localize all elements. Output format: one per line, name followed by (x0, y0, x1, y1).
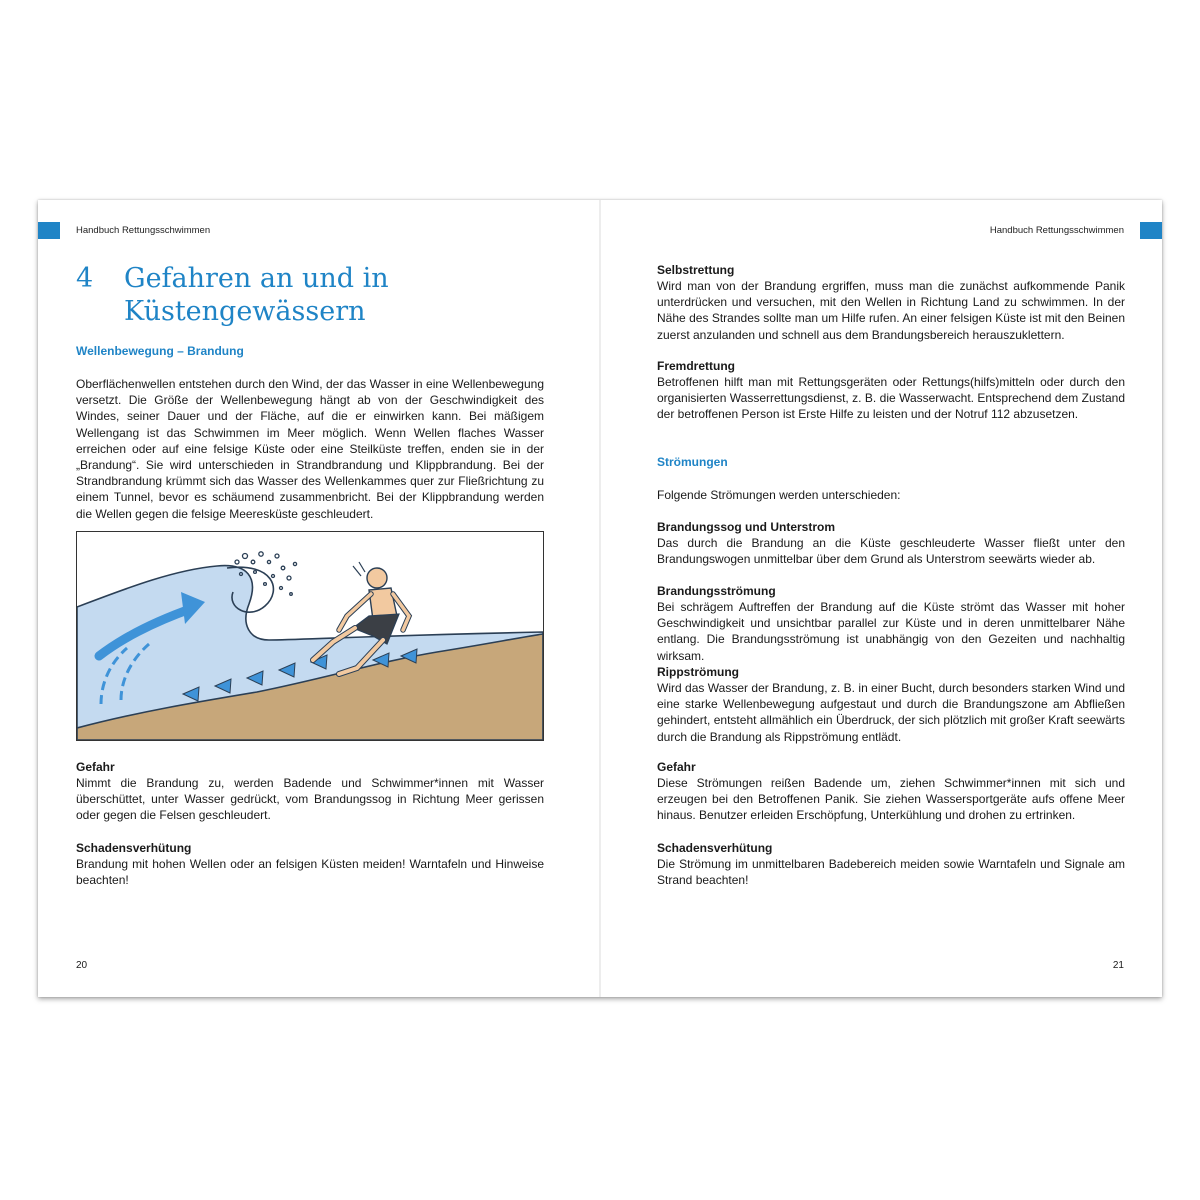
right-page (657, 200, 1125, 997)
running-head-right: Handbuch Rettungsschwimmen (989, 225, 1124, 236)
chapter-tab-left (38, 222, 60, 239)
stroemungen-intro: Folgende Strömungen werden unterschieden: (657, 488, 901, 502)
gefahr-text-right: Diese Strömungen reißen Badende um, ziehen Schwimmer*innen mit sich und erzeugen bei den Betroffenen Panik. Sie ziehen Wassersportgeräte aufs offene Meer hinaus. Benutzer erleiden Erschöpfung, Unterkühlung und drohen zu ertrinken. (657, 776, 1125, 823)
wave-illustration-svg (77, 532, 543, 740)
brandungsstroemung-text: Bei schrägem Auftreffen der Brandung auf die Küste strömt das Wasser mit hoher Geschwindigkeit und unsichtbar parallel zur Küste und in deren unmittelbarer Nähe entlang. Die Brandungsströmung ist unabhängig von den Gezeiten und nachhaltig wirksam. (657, 600, 1125, 663)
schaden-title-right: Schadensverhütung (657, 841, 773, 855)
brandungssog-title: Brandungssog und Unterstrom (657, 520, 836, 534)
chapter-title: Gefahren an und in Küstengewässern (124, 263, 389, 327)
section-title-wellenbewegung: Wellenbewegung – Brandung (76, 344, 244, 358)
selbstrettung-text: Wird man von der Brandung ergriffen, muss man die zunächst aufkommende Panik unterdrücken und versuchen, mit den Wellen in Richtung Land zu schwimmen. In der Nähe des Strandes sollte man um Hilfe rufen. An einer felsigen Küste ist mit den Beinen zuerst anzulanden und schnell aus dem Brandungsbereich herauszuklettern. (657, 279, 1125, 342)
fremdrettung-title: Fremdrettung (657, 359, 735, 373)
gefahr-title-right: Gefahr (657, 760, 696, 774)
page-number-left: 20 (76, 960, 88, 971)
schaden-title-left: Schadensverhütung (76, 841, 192, 855)
left-page (76, 200, 544, 997)
intro-paragraph: Oberflächenwellen entstehen durch den Wind, der das Wasser in eine Wellenbewegung versetzt. Die Größe der Wellenbewegung hängt ab von der Geschwindigkeit des Windes, seiner Dauer und der Fläche, auf die er einwirken kann. Bei mäßigem Wellengang ist das Schwimmen im Meer möglich. Wenn Wellen flaches Wasser erreichen oder auf eine felsige Küste oder eine Steilküste treffen, enden sie in der „Brandung“. Sie wird unterschieden in Strandbrandung und Klippbrandung. Bei der Strandbrandung krümmt sich das Wasser des Wellenkammes quer zur Fließrichtung zu einem Tunnel, bevor es schäumend zusammenbricht. Bei der Klippbrandung werden die Wellen gegen die felsige Meeresküste geschleudert. (76, 377, 544, 521)
gefahr-text-left: Nimmt die Brandung zu, werden Badende und Schwimmer*innen mit Wasser überschüttet, unter Wasser gedrückt, vom Brandungssog in Richtung Meer gerissen oder gegen die Felsen geschleudert. (76, 776, 544, 823)
rippstroemung-text: Wird das Wasser der Brandung, z. B. in einer Bucht, durch besonders starken Wind und eine starke Wellenbewegung aufgestaut und durch die Brandungszone am Abfließen gehindert, entsteht allmählich ein Überdruck, der sich plötzlich mit großer Kraft seewärts durch die Brandung als Rippströmung entlädt. (657, 681, 1125, 744)
wave-illustration (76, 531, 544, 741)
rippstroemung-title: Rippströmung (657, 665, 739, 679)
chapter-number: 4 (76, 263, 94, 294)
section-title-stroemungen: Strömungen (657, 455, 728, 469)
schaden-text-right: Die Strömung im unmittelbaren Badebereich meiden sowie Warntafeln und Signale am Strand beachten! (657, 857, 1125, 888)
chapter-tab-right (1140, 222, 1162, 239)
brandungsstroemung-title: Brandungsströmung (657, 584, 776, 598)
schaden-text-left: Brandung mit hohen Wellen oder an felsigen Küsten meiden! Warntafeln und Hinweise beachten! (76, 857, 544, 888)
gutter (599, 200, 601, 997)
page-number-right: 21 (1112, 960, 1124, 971)
selbstrettung-title: Selbstrettung (657, 263, 735, 277)
fremdrettung-text: Betroffenen hilft man mit Rettungsgeräten oder Rettungs(hilfs)mitteln oder durch den organisierten Wasserrettungsdienst, z. B. die Wasserwacht. Entsprechend dem Zustand der betroffenen Person ist Erste Hilfe zu leisten und der Notruf 112 abzusetzen. (657, 375, 1125, 422)
book-spread (38, 200, 1162, 997)
running-head-left: Handbuch Rettungsschwimmen (76, 225, 211, 236)
brandungssog-text: Das durch die Brandung an die Küste geschleuderte Wasser fließt unter den Brandungswogen unmittelbar über dem Grund als Unterstrom seewärts wieder ab. (657, 536, 1125, 567)
gefahr-title-left: Gefahr (76, 760, 115, 774)
